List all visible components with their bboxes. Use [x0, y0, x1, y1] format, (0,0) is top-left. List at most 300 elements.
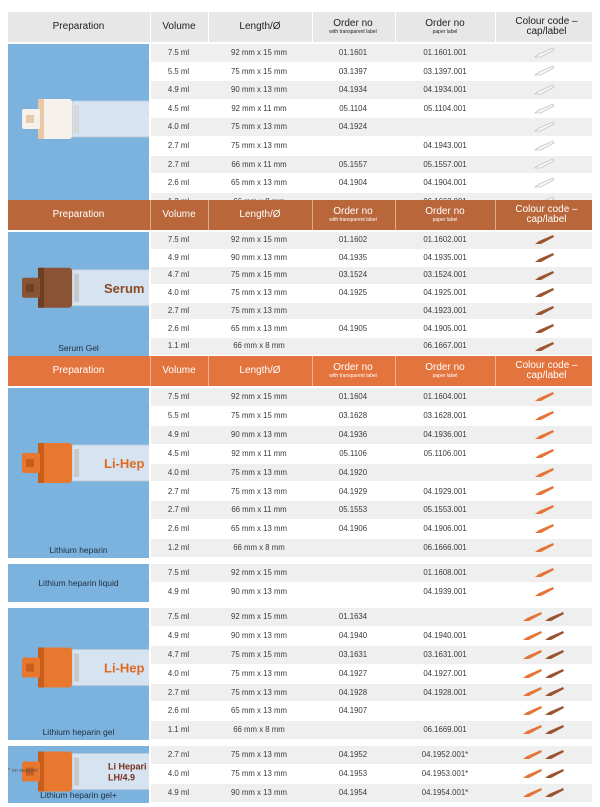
volume-cell: 7.5 ml [167, 568, 190, 578]
length-cell: 75 mm x 13 mm [231, 288, 287, 298]
colour-code-swatches [521, 521, 587, 537]
tube-label-text: Li Hepari [108, 761, 147, 772]
header-preparation-label: Preparation [52, 364, 105, 376]
order-paper-cell: 04.1904.001 [423, 178, 467, 188]
orange-colour-swatch-icon [535, 468, 554, 477]
header-order-paper-label: Order no [425, 205, 465, 217]
panel-serum [8, 44, 149, 211]
volume-cell: 1.1 ml [167, 725, 190, 735]
order-transparent-cell: 04.1954 [338, 788, 368, 797]
colour-code-cell [521, 118, 587, 134]
volume-cell: 7.5 ml [167, 48, 190, 57]
colour-code-swatches [521, 82, 587, 98]
colour-code-swatches [521, 483, 587, 499]
order-transparent-cell: 04.1929 [338, 486, 368, 496]
length-cell: 65 mm x 13 mm [231, 524, 287, 534]
white-colour-swatch-icon [535, 122, 554, 131]
colour-code-swatches [521, 465, 587, 481]
order-paper-cell: 04.1923.001 [423, 305, 467, 315]
volume-cell: 4.9 ml [167, 630, 190, 640]
orange-colour-swatch-icon [523, 650, 542, 659]
colour-code-swatches [521, 408, 587, 424]
order-paper-cell: 03.1628.001 [423, 410, 467, 420]
length-cell: 66 mm x 11 mm [231, 505, 287, 515]
order-transparent-cell [315, 583, 391, 601]
table-row [151, 388, 592, 406]
colour-code-cell [521, 684, 587, 700]
preparation-label: Lithium heparin gel+ [40, 789, 117, 800]
orange-colour-swatch-icon [535, 486, 554, 495]
header-volume [151, 12, 207, 42]
table-row [151, 44, 592, 62]
table-header [8, 12, 592, 42]
colour-code-cell [521, 137, 587, 153]
order-transparent-cell: 04.1907 [338, 706, 368, 716]
panel-lithium-heparin-gel [8, 608, 149, 740]
header-divider [312, 200, 313, 230]
brown-colour-swatch-icon [545, 631, 564, 640]
panel-lithium-heparin [8, 388, 149, 558]
colour-code-swatches [521, 63, 587, 79]
orange-colour-swatch-icon [523, 769, 542, 778]
colour-code-cell [521, 303, 587, 319]
order-paper-cell: 04.1954.001* [421, 788, 469, 797]
header-preparation-label: Preparation [52, 208, 105, 220]
order-paper-cell: 04.1940.001 [423, 630, 467, 640]
header-order-transparent [314, 356, 392, 386]
table-row [151, 721, 592, 739]
length-cell: 75 mm x 15 mm [231, 649, 287, 659]
white-colour-swatch-icon [535, 178, 554, 187]
length-cell: 65 mm x 13 mm [231, 706, 287, 716]
colour-code-swatches [521, 647, 587, 663]
length-cell: 92 mm x 11 mm [231, 103, 287, 113]
order-paper-cell: 04.1929.001 [423, 486, 467, 496]
preparation-label: Lithium heparin gel [42, 727, 115, 738]
header-length [209, 356, 311, 386]
brown-colour-swatch-icon [535, 306, 554, 315]
volume-cell: 5.5 ml [167, 66, 190, 76]
volume-cell: 4.5 ml [167, 448, 190, 458]
header-volume [151, 356, 207, 386]
order-paper-cell: 01.1602.001 [423, 235, 467, 244]
brown-colour-swatch-icon [545, 706, 564, 715]
orange-colour-swatch-icon [535, 392, 554, 401]
brown-colour-swatch-icon [535, 271, 554, 280]
volume-cell: 1.2 ml [167, 543, 190, 553]
order-paper-cell: 04.1906.001 [423, 524, 467, 534]
colour-code-cell [521, 338, 587, 354]
colour-code-swatches [521, 321, 587, 337]
header-colour-code-label: Colour code – cap/label [515, 359, 578, 381]
footnote: * on request [8, 768, 38, 774]
colour-code-cell [521, 665, 587, 681]
order-transparent-cell: 01.1602 [338, 235, 368, 244]
colour-code-cell [521, 232, 587, 248]
tube-label-text: Li-Hep [104, 660, 145, 676]
table-row [151, 174, 592, 192]
header-order-paper [398, 12, 492, 42]
order-transparent-cell: 01.1601 [338, 48, 368, 57]
order-paper-cell: 06.1667.001 [423, 341, 467, 351]
table-row [151, 100, 592, 118]
length-cell: 92 mm x 15 mm [231, 568, 287, 578]
volume-cell: 4.9 ml [167, 587, 190, 596]
volume-cell: 4.5 ml [167, 103, 190, 113]
length-cell: 90 mm x 13 mm [231, 788, 287, 797]
header-order-paper-sublabel: paper label [432, 217, 458, 224]
order-paper-cell: 01.1604.001 [423, 392, 467, 401]
order-paper-cell [399, 702, 491, 720]
order-transparent-cell: 01.1604 [338, 392, 368, 401]
length-cell: 75 mm x 13 mm [231, 750, 287, 760]
order-paper-cell: 04.1927.001 [423, 668, 467, 678]
white-colour-swatch-icon [535, 141, 554, 150]
order-paper-cell: 05.1557.001 [423, 159, 467, 169]
header-length [209, 200, 311, 230]
table-row [151, 684, 592, 702]
length-cell: 92 mm x 15 mm [231, 392, 287, 401]
order-transparent-cell: 04.1924 [338, 122, 368, 132]
colour-code-swatches [521, 45, 587, 61]
brown-colour-swatch-icon [545, 750, 564, 759]
length-cell: 66 mm x 11 mm [231, 159, 287, 169]
order-paper-cell: 04.1905.001 [423, 323, 467, 333]
colour-code-swatches [521, 609, 587, 625]
order-paper-cell: 03.1631.001 [423, 649, 467, 659]
order-transparent-cell [315, 338, 391, 355]
header-order-transparent-label: Order no [333, 361, 373, 373]
colour-code-swatches [521, 785, 587, 801]
header-divider [208, 356, 209, 386]
colour-code-swatches [521, 138, 587, 154]
header-order-paper-label: Order no [425, 361, 465, 373]
brown-colour-swatch-icon [545, 687, 564, 696]
colour-code-swatches [521, 101, 587, 117]
volume-cell: 4.7 ml [167, 649, 190, 659]
table-row [151, 520, 592, 538]
table-row [151, 646, 592, 664]
orange-colour-swatch-icon [535, 543, 554, 552]
colour-code-swatches [521, 232, 587, 248]
length-cell: 92 mm x 11 mm [231, 448, 287, 458]
sample-tube-image [8, 232, 149, 356]
header-order-paper-sublabel: paper label [432, 29, 458, 36]
table-row [151, 539, 592, 557]
order-transparent-cell: 04.1925 [338, 288, 368, 298]
order-transparent-cell [315, 539, 391, 557]
colour-code-cell [521, 388, 587, 404]
colour-code-swatches [521, 285, 587, 301]
length-cell: 75 mm x 13 mm [231, 486, 287, 496]
order-paper-cell: 01.1601.001 [423, 48, 467, 57]
brown-colour-swatch-icon [545, 788, 564, 797]
header-length [209, 12, 311, 42]
table-row [151, 746, 592, 764]
orange-colour-swatch-icon [535, 430, 554, 439]
panel-serum-gel [8, 232, 149, 356]
table-row [151, 285, 592, 302]
header-divider [312, 356, 313, 386]
volume-cell: 2.6 ml [167, 178, 190, 188]
order-paper-cell: 04.1943.001 [423, 141, 467, 150]
length-cell: 65 mm x 13 mm [231, 323, 287, 333]
header-divider [495, 12, 496, 42]
colour-code-swatches [521, 684, 587, 700]
length-cell: 92 mm x 15 mm [231, 611, 287, 621]
header-order-paper-label: Order no [425, 17, 465, 29]
order-transparent-cell: 04.1935 [338, 252, 368, 262]
header-divider [495, 356, 496, 386]
length-cell: 66 mm x 8 mm [233, 725, 285, 735]
header-order-transparent [314, 200, 392, 230]
brown-colour-swatch-icon [545, 725, 564, 734]
order-paper-cell: 06.1666.001 [423, 543, 467, 553]
volume-cell: 4.0 ml [167, 122, 190, 132]
colour-code-swatches [521, 303, 587, 319]
brown-colour-swatch-icon [545, 769, 564, 778]
colour-code-cell [521, 721, 587, 737]
colour-code-cell [521, 646, 587, 662]
colour-code-swatches [521, 722, 587, 738]
colour-code-cell [521, 63, 587, 79]
volume-cell: 4.9 ml [167, 788, 190, 797]
order-paper-cell: 04.1939.001 [423, 587, 467, 596]
volume-cell: 1.1 ml [167, 341, 190, 351]
orange-colour-swatch-icon [523, 750, 542, 759]
volume-cell: 2.7 ml [167, 750, 190, 760]
colour-code-cell [521, 784, 587, 800]
colour-code-swatches [521, 427, 587, 443]
order-paper-cell: 05.1104.001 [423, 103, 467, 113]
header-preparation [8, 200, 149, 230]
header-divider [395, 356, 396, 386]
order-transparent-cell: 04.1905 [338, 323, 368, 333]
order-paper-cell: 04.1928.001 [423, 687, 467, 697]
white-colour-swatch-icon [535, 66, 554, 75]
colour-code-cell [521, 627, 587, 643]
colour-code-swatches [521, 628, 587, 644]
order-paper-cell: 03.1397.001 [423, 66, 467, 76]
volume-cell: 4.9 ml [167, 252, 190, 262]
table-row [151, 464, 592, 482]
length-cell: 75 mm x 13 mm [231, 122, 287, 132]
white-colour-swatch-icon [535, 104, 554, 113]
header-order-transparent-sublabel: with transparent label [329, 29, 377, 36]
colour-code-cell [521, 539, 587, 555]
colour-code-cell [521, 564, 587, 580]
sample-tube-image [8, 608, 149, 740]
length-cell: 66 mm x 8 mm [233, 341, 285, 351]
length-cell: 90 mm x 13 mm [231, 85, 287, 95]
brown-colour-swatch-icon [535, 288, 554, 297]
order-transparent-cell: 04.1934 [338, 85, 368, 95]
volume-cell: 2.7 ml [167, 141, 190, 150]
order-transparent-cell: 03.1397 [338, 66, 368, 76]
volume-cell: 2.7 ml [167, 687, 190, 697]
volume-cell: 2.7 ml [167, 305, 190, 315]
colour-code-cell [521, 583, 587, 599]
header-divider [312, 12, 313, 42]
colour-code-swatches [521, 119, 587, 135]
colour-code-cell [521, 174, 587, 190]
table-row [151, 81, 592, 99]
brown-colour-swatch-icon [535, 342, 554, 351]
volume-cell: 4.0 ml [167, 467, 190, 477]
length-cell: 75 mm x 13 mm [231, 668, 287, 678]
order-paper-cell: 04.1935.001 [423, 252, 467, 262]
colour-code-cell [521, 765, 587, 781]
orange-colour-swatch-icon [523, 725, 542, 734]
preparation-label: Lithium heparin liquid [38, 577, 119, 588]
brown-colour-swatch-icon [535, 235, 554, 244]
header-colour-code-label: Colour code – cap/label [515, 15, 578, 37]
colour-code-cell [521, 81, 587, 97]
colour-code-cell [521, 250, 587, 266]
orange-colour-swatch-icon [523, 612, 542, 621]
orange-colour-swatch-icon [523, 687, 542, 696]
volume-cell: 4.0 ml [167, 769, 190, 779]
header-order-paper-sublabel: paper label [432, 373, 458, 380]
length-cell: 92 mm x 15 mm [231, 48, 287, 57]
colour-code-swatches [521, 540, 587, 556]
colour-code-swatches [521, 175, 587, 191]
brown-colour-swatch-icon [535, 253, 554, 262]
order-paper-cell: 06.1669.001 [423, 725, 467, 735]
colour-code-cell [521, 426, 587, 442]
header-colour-code-label: Colour code – cap/label [515, 203, 578, 225]
order-transparent-cell [315, 137, 391, 155]
table-row [151, 137, 592, 155]
volume-cell: 4.0 ml [167, 668, 190, 678]
length-cell: 75 mm x 13 mm [231, 141, 287, 150]
colour-code-cell [521, 501, 587, 517]
table-row [151, 118, 592, 136]
colour-code-cell [521, 464, 587, 480]
order-transparent-cell: 03.1524 [338, 270, 368, 280]
header-preparation-label: Preparation [52, 20, 105, 32]
table-row [151, 232, 592, 249]
tube-label-text: Serum [104, 280, 145, 296]
brown-colour-swatch-icon [545, 669, 564, 678]
table-row [151, 564, 592, 582]
colour-code-swatches [521, 666, 587, 682]
panel-lithium-heparin-gel- [8, 746, 149, 803]
volume-cell: 4.7 ml [167, 270, 190, 280]
order-transparent-cell: 04.1928 [338, 687, 368, 697]
colour-code-cell [521, 156, 587, 172]
table-row [151, 156, 592, 174]
colour-code-swatches [521, 747, 587, 763]
orange-colour-swatch-icon [535, 587, 554, 596]
order-paper-cell: 04.1934.001 [423, 85, 467, 95]
colour-code-cell [521, 445, 587, 461]
header-preparation [8, 356, 149, 386]
table-header [8, 356, 592, 386]
orange-colour-swatch-icon [523, 669, 542, 678]
header-divider [150, 12, 151, 42]
table-header [8, 200, 592, 230]
colour-code-swatches [521, 268, 587, 284]
table-row [151, 303, 592, 320]
order-transparent-cell [315, 564, 391, 582]
header-order-transparent-label: Order no [333, 205, 373, 217]
order-paper-cell [399, 464, 491, 482]
order-transparent-cell: 04.1936 [338, 429, 368, 439]
orange-colour-swatch-icon [535, 411, 554, 420]
panel-lithium-heparin-liquid [8, 564, 149, 602]
order-transparent-cell: 05.1104 [339, 103, 367, 113]
header-colour-code [501, 12, 592, 42]
length-cell: 90 mm x 13 mm [231, 252, 287, 262]
header-divider [395, 12, 396, 42]
volume-cell: 2.7 ml [167, 486, 190, 496]
order-paper-cell: 05.1553.001 [423, 505, 467, 515]
header-length-label: Length/Ø [239, 364, 281, 376]
brown-colour-swatch-icon [545, 612, 564, 621]
table-row [151, 267, 592, 284]
sample-tube-image [8, 44, 149, 211]
header-colour-code [501, 200, 592, 230]
colour-code-swatches [521, 250, 587, 266]
length-cell: 75 mm x 15 mm [231, 66, 287, 76]
header-preparation [8, 12, 149, 42]
header-volume-label: Volume [162, 364, 196, 376]
order-transparent-cell: 03.1628 [338, 410, 368, 420]
header-volume [151, 200, 207, 230]
volume-cell: 2.7 ml [167, 159, 190, 169]
volume-cell: 2.6 ml [167, 706, 190, 716]
order-transparent-cell: 04.1927 [338, 668, 368, 678]
orange-colour-swatch-icon [523, 788, 542, 797]
colour-code-cell [521, 702, 587, 718]
brown-colour-swatch-icon [545, 650, 564, 659]
preparation-label: Serum Gel [58, 342, 99, 353]
order-transparent-cell [315, 721, 391, 739]
table-row [151, 426, 592, 444]
order-transparent-cell: 04.1953 [338, 769, 368, 779]
table-row [151, 250, 592, 267]
orange-colour-swatch-icon [535, 449, 554, 458]
volume-cell: 7.5 ml [167, 392, 190, 401]
table-row [151, 321, 592, 338]
table-row [151, 702, 592, 720]
length-cell: 75 mm x 13 mm [231, 467, 287, 477]
white-colour-swatch-icon [535, 85, 554, 94]
length-cell: 90 mm x 13 mm [231, 429, 287, 439]
order-transparent-cell: 04.1920 [338, 467, 368, 477]
tube-label-text: LH/4.9 [108, 772, 136, 783]
table-row [151, 765, 592, 783]
order-transparent-cell: 03.1631 [338, 649, 368, 659]
table-row [151, 784, 592, 802]
colour-code-cell [521, 267, 587, 283]
brown-colour-swatch-icon [535, 324, 554, 333]
order-transparent-cell: 04.1904 [338, 178, 368, 188]
order-paper-cell: 01.1608.001 [423, 568, 467, 578]
order-paper-cell [399, 118, 491, 136]
table-row [151, 501, 592, 519]
header-colour-code [501, 356, 592, 386]
length-cell: 75 mm x 13 mm [231, 769, 287, 779]
length-cell: 75 mm x 15 mm [231, 270, 287, 280]
sample-tube-image [8, 388, 149, 558]
order-transparent-cell: 05.1557 [338, 159, 368, 169]
orange-colour-swatch-icon [535, 568, 554, 577]
colour-code-swatches [521, 565, 587, 581]
order-paper-cell: 04.1952.001* [421, 750, 469, 760]
preparation-label: Lithium heparin [49, 545, 108, 556]
